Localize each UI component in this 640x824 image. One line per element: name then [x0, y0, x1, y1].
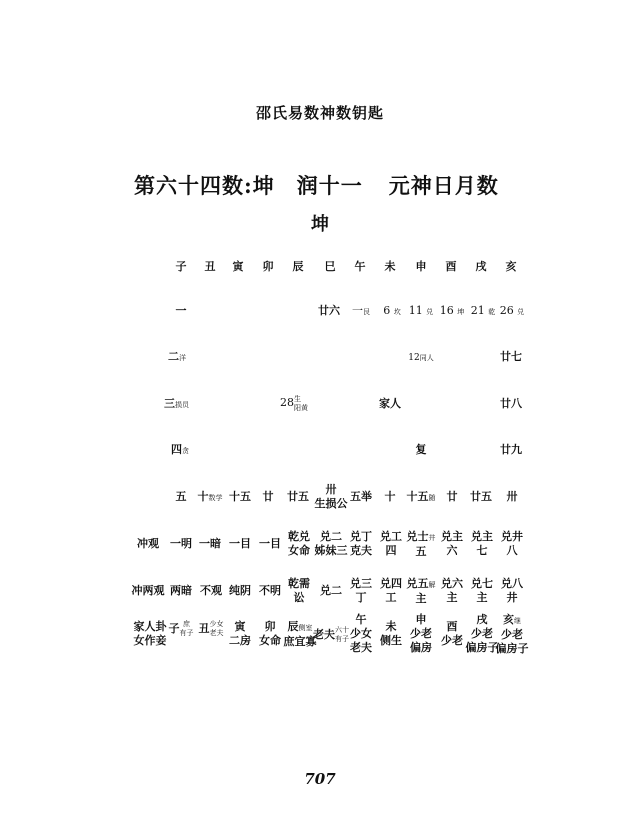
row-cell: 五: [175, 490, 187, 503]
branch-cell: 巳: [324, 260, 336, 273]
row-label: 冲两观: [131, 584, 165, 597]
row-label: 二洋: [168, 350, 186, 363]
row-cell: 兑主 六: [441, 530, 463, 557]
branch-cell: 申: [415, 260, 427, 273]
row-cell: 酉 少老: [441, 620, 463, 647]
row-cell: 午 少女 老夫: [350, 613, 372, 654]
branch-cell: 辰: [292, 260, 304, 273]
title-part-3: 元神日月数: [388, 173, 499, 198]
row-cell: 一目: [259, 537, 281, 550]
title-part-1: 第六十四数:坤: [134, 173, 275, 198]
row-cell: 12同人: [408, 353, 434, 363]
row-cell: 十数学: [197, 490, 223, 503]
row-cell: 卯 女命: [259, 620, 281, 647]
row-cell: 兑二 姊妹三: [314, 530, 348, 557]
hexagram-heading: 坤: [311, 214, 329, 235]
row-cell: 一暗: [199, 537, 221, 550]
row-cell: 廿八: [500, 397, 522, 410]
row-cell: 复: [415, 443, 427, 456]
row-cell: 21 乾: [470, 304, 496, 317]
row-cell: 丑 少女 老夫: [198, 620, 224, 637]
row-cell: 兑五解 主: [406, 577, 436, 605]
row-cell: 兑井 八: [501, 530, 523, 557]
row-cell: 廿六: [318, 304, 340, 317]
row-label: 冲观: [137, 537, 159, 550]
row-cell: 申 少老 偏房: [410, 613, 432, 654]
row-cell: $28^生_{阳黄}$: [280, 395, 308, 412]
row-cell: 兑主 七: [471, 530, 493, 557]
row-cell: 十: [384, 490, 396, 503]
row-cell: 兑士井 五: [406, 530, 436, 558]
row-cell: 26 兑: [499, 304, 525, 317]
row-cell: 廿: [262, 490, 274, 503]
row-cell: 十五随: [406, 490, 436, 503]
row-cell: 纯阴: [229, 584, 251, 597]
row-cell: 廿五: [470, 490, 492, 503]
row-cell: 廿九: [500, 443, 522, 456]
row-label: 家人卦 女作妾: [133, 620, 167, 647]
title-part-2: 润十一: [296, 173, 363, 198]
row-cell: 两暗: [170, 584, 192, 597]
row-cell: 一艮: [352, 304, 370, 317]
branch-cell: 午: [354, 260, 366, 273]
row-cell: 不明: [259, 584, 281, 597]
row-cell: 兑工 四: [380, 530, 402, 557]
row-cell: 廿七: [500, 350, 522, 363]
branch-cell: 卯: [262, 260, 274, 273]
row-cell: 乾兑 女命: [288, 530, 310, 557]
row-cell: 11 兑: [408, 304, 434, 317]
row-cell: 卅 生损公: [314, 483, 348, 510]
row-cell: 兑二: [320, 584, 342, 597]
page-number: 707: [304, 770, 336, 788]
row-cell: 16 坤: [439, 304, 465, 317]
row-cell: 乾需 讼: [288, 577, 310, 604]
row-cell: 兑六 主: [441, 577, 463, 604]
row-cell: 廿: [446, 490, 458, 503]
row-cell: 兑三 丁: [350, 577, 372, 604]
row-cell: 兑四 工: [380, 577, 402, 604]
row-cell: 十五: [229, 490, 251, 503]
branch-cell: 亥: [505, 260, 517, 273]
branch-cell: 丑: [204, 260, 216, 273]
row-cell: 不观: [200, 584, 222, 597]
row-label: 三损员: [164, 397, 189, 410]
row-cell: 6 坎: [383, 304, 401, 317]
row-cell: 一明: [170, 537, 192, 550]
row-cell: 家人: [379, 397, 401, 410]
row-cell: 兑丁 克夫: [350, 530, 372, 557]
row-cell: 五举: [350, 490, 372, 503]
row-cell: 老夫 六十 有子: [313, 626, 349, 643]
row-label: 四贪: [171, 443, 189, 456]
row-cell: 亥继 少老 偏房子: [495, 613, 529, 655]
row-cell: 卅: [506, 490, 518, 503]
row-cell: 子 庶 有子: [168, 620, 194, 637]
branch-cell: 未: [384, 260, 396, 273]
section-title: [134, 170, 499, 200]
branch-cell: 寅: [232, 260, 244, 273]
row-cell: 兑七 主: [471, 577, 493, 604]
row-cell: 寅 二房: [229, 620, 251, 647]
row-cell: 一目: [229, 537, 251, 550]
row-cell: 戌 少老 偏房子: [465, 613, 499, 654]
row-cell: 未 侧生: [380, 620, 402, 647]
branch-cell: 戌: [475, 260, 487, 273]
row-cell: 廿五: [287, 490, 309, 503]
row-label: 一: [175, 304, 187, 317]
branch-cell: 酉: [445, 260, 457, 273]
row-cell: 辰侧室 庶宜寡: [283, 620, 317, 648]
branch-cell: 子: [175, 260, 187, 273]
book-header: 邵氏易数神数钥匙: [255, 104, 384, 122]
row-cell: 兑八 井: [501, 577, 523, 604]
